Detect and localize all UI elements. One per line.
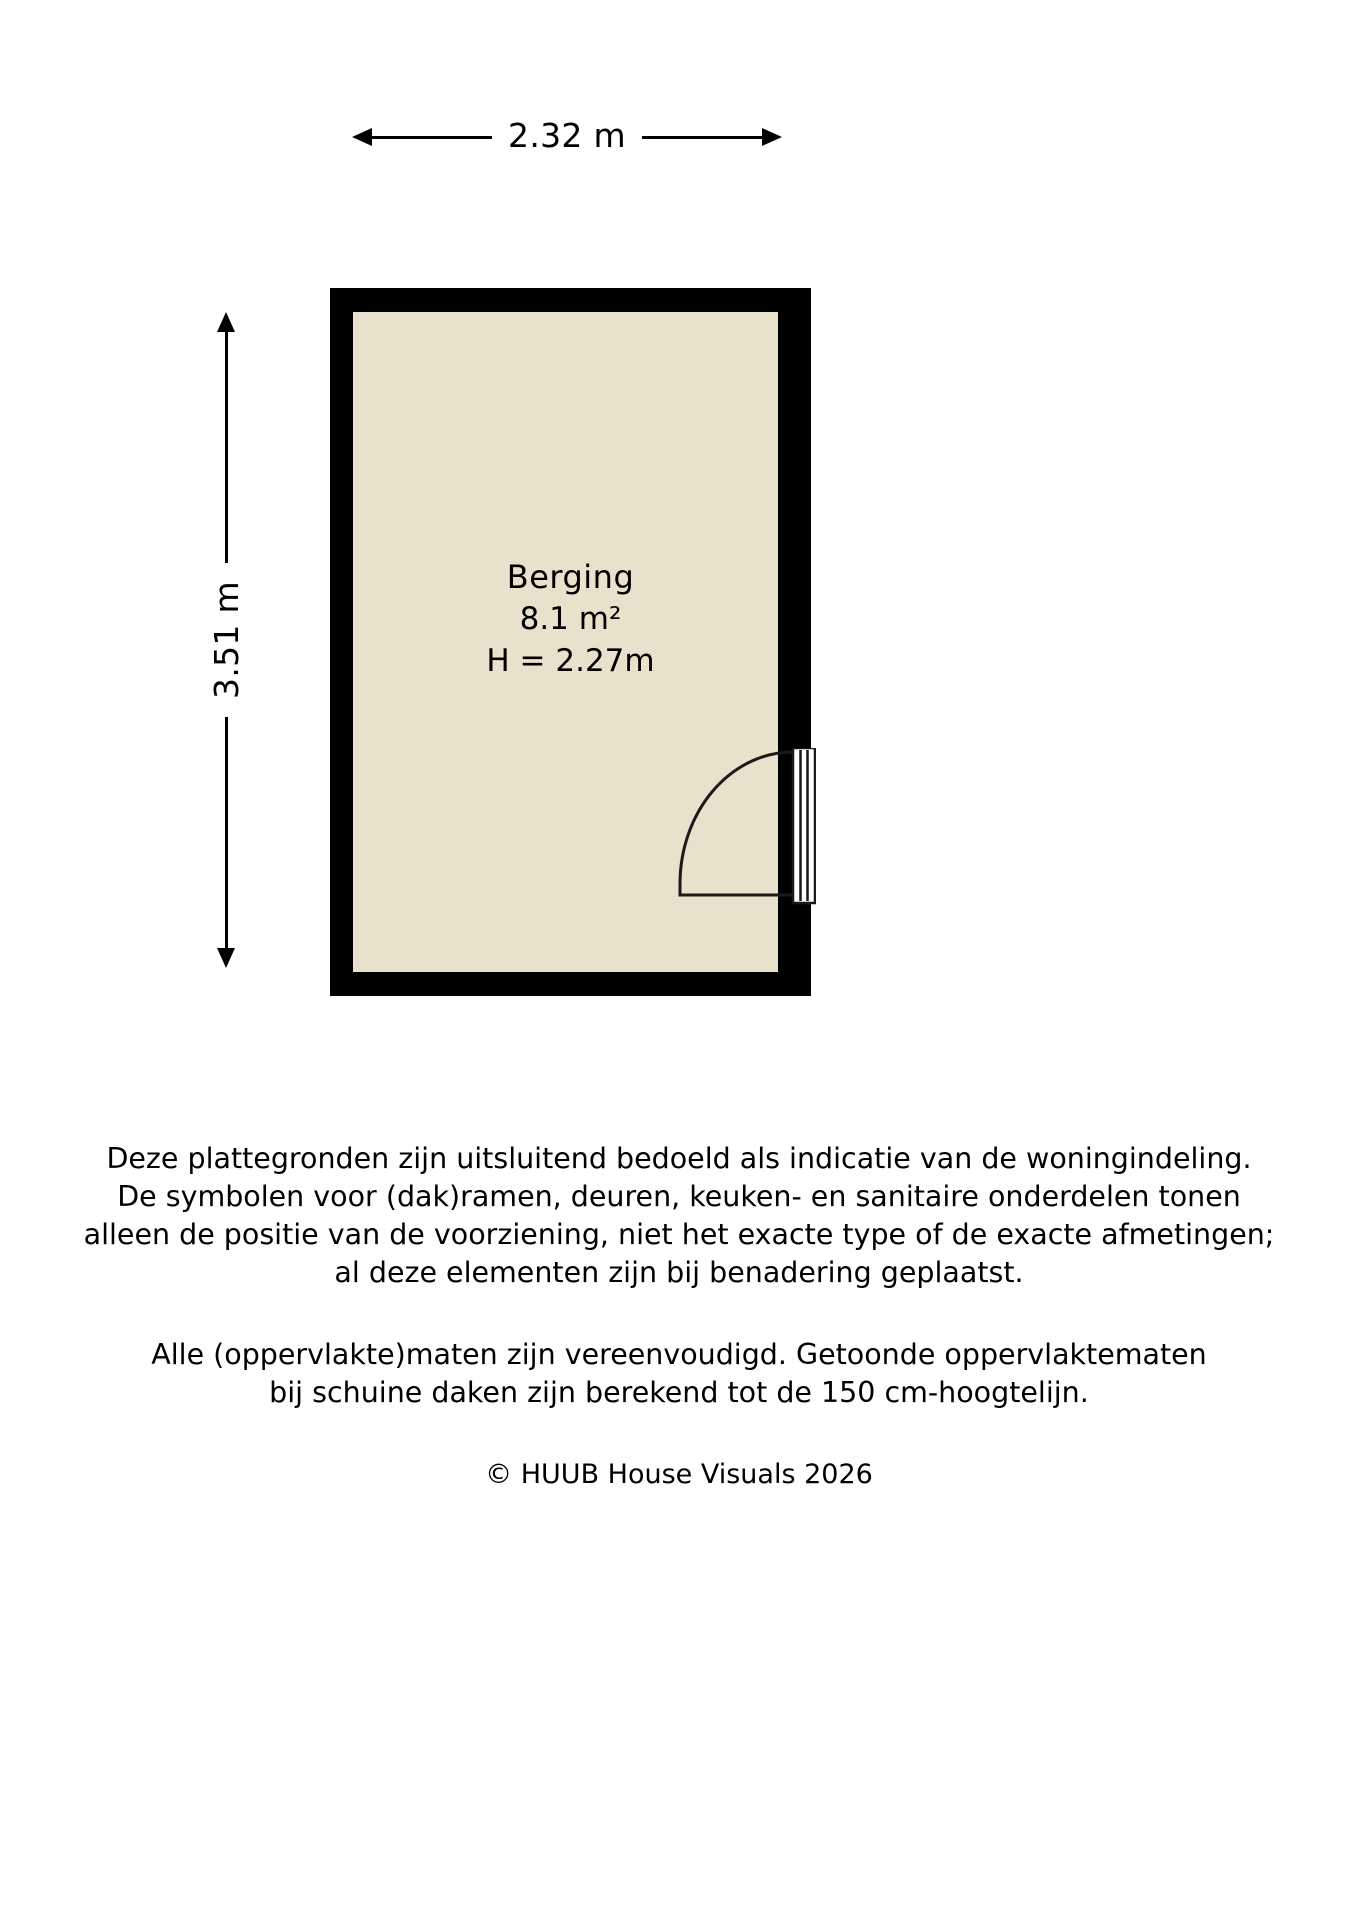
disclaimer-line: alleen de positie van de voorziening, niet het exacte type of de exacte afmetingen; bbox=[83, 1218, 1275, 1251]
room-ceiling-height: H = 2.27m bbox=[486, 643, 655, 679]
dimension-height-label: 3.51 m bbox=[206, 563, 248, 717]
copyright-text: © HUUB House Visuals 2026 bbox=[485, 1459, 873, 1490]
dimension-width-label: 2.32 m bbox=[492, 114, 642, 158]
dimension-width bbox=[352, 118, 782, 160]
room-name: Berging bbox=[506, 558, 635, 596]
footer-notes bbox=[0, 1140, 1358, 1494]
dimension-height bbox=[205, 312, 249, 968]
room-area: 8.1 m² bbox=[519, 601, 622, 637]
area-note-line: Alle (oppervlakte)maten zijn vereenvoudigd. Getoonde oppervlaktematen bbox=[151, 1338, 1207, 1371]
disclaimer-line: Deze plattegronden zijn uitsluitend bedoeld als indicatie van de woningindeling. bbox=[106, 1142, 1252, 1175]
spacer bbox=[0, 1292, 1358, 1336]
arrow-right-icon bbox=[762, 128, 782, 146]
area-note-line: bij schuine daken zijn berekend tot de 150 cm-hoogtelijn. bbox=[269, 1376, 1089, 1409]
arrow-down-icon bbox=[217, 948, 235, 968]
disclaimer-block bbox=[0, 1140, 1358, 1292]
disclaimer-line: De symbolen voor (dak)ramen, deuren, keuken- en sanitaire onderdelen tonen bbox=[117, 1180, 1241, 1213]
disclaimer-line: al deze elementen zijn bij benadering geplaatst. bbox=[334, 1256, 1024, 1289]
spacer bbox=[0, 1412, 1358, 1456]
area-note-block bbox=[0, 1336, 1358, 1412]
door-icon bbox=[676, 748, 816, 906]
